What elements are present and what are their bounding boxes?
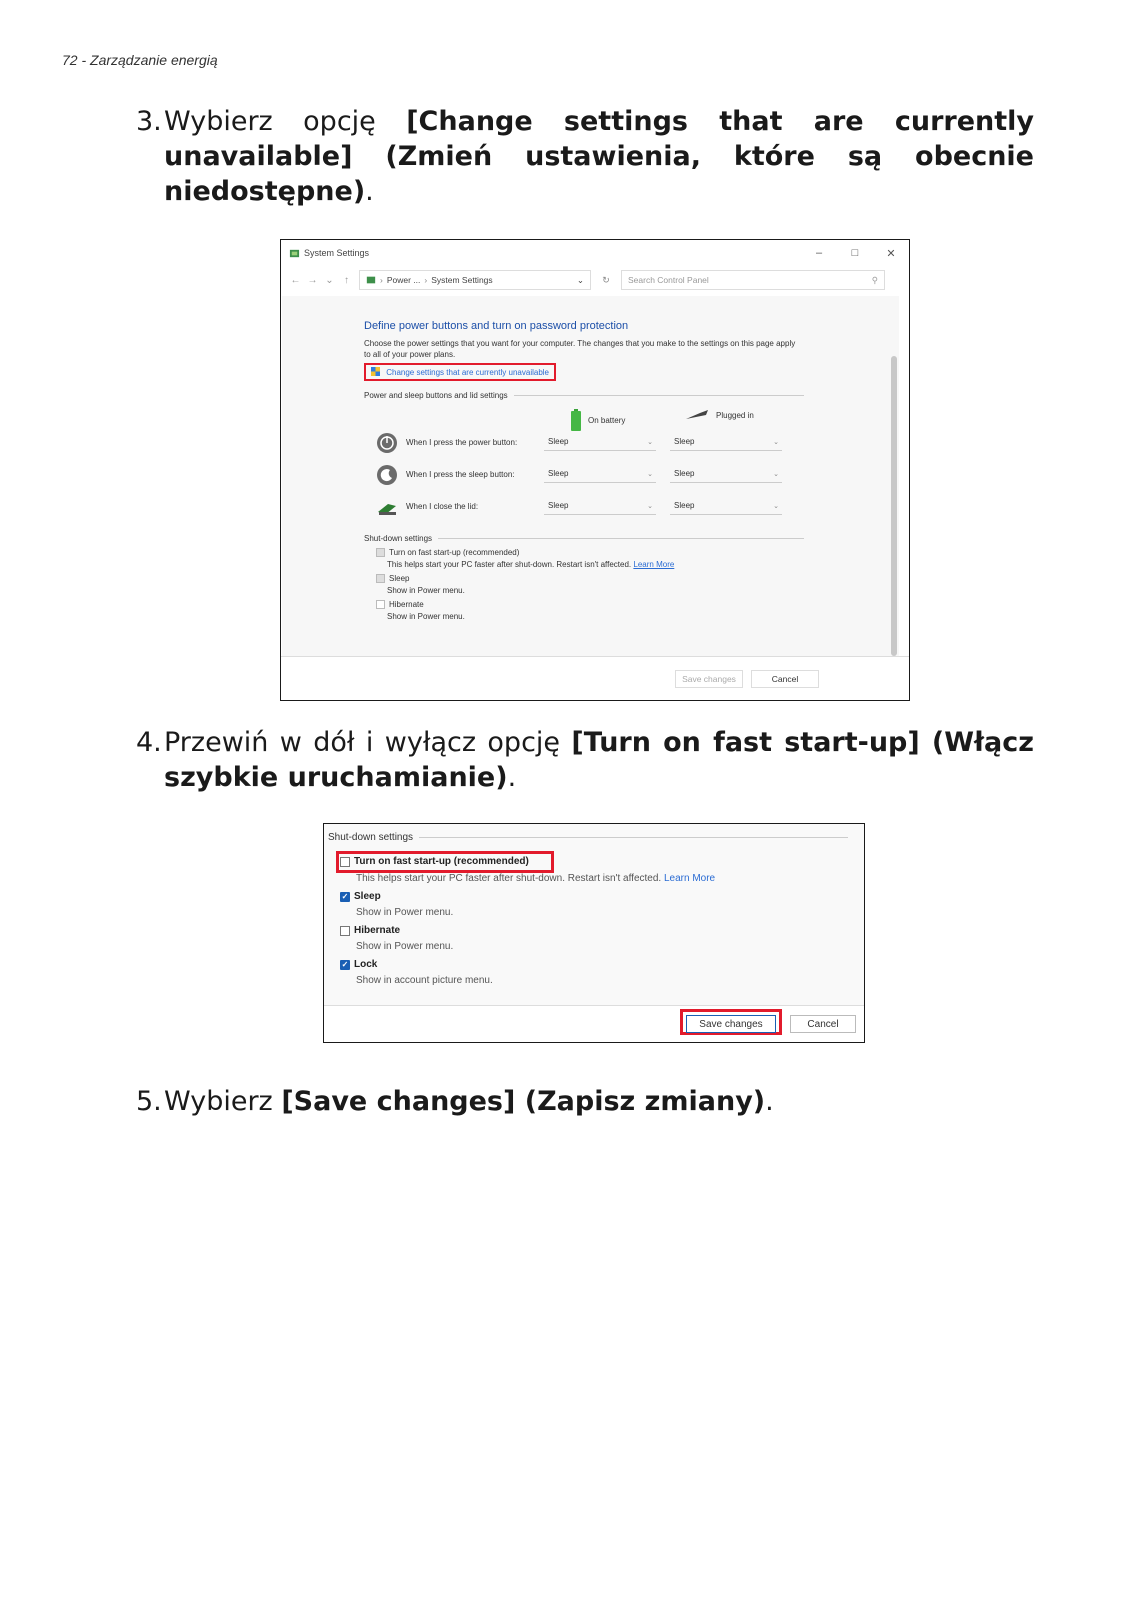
- option-description: Show in Power menu.: [387, 612, 465, 621]
- option-label: Turn on fast start-up (recommended): [354, 856, 529, 867]
- option-description-text: This helps start your PC faster after shut-down. Restart isn't affected.: [387, 560, 632, 569]
- step-text-end: .: [765, 1086, 774, 1117]
- minimize-icon[interactable]: –: [815, 247, 823, 259]
- cancel-button[interactable]: Cancel: [790, 1015, 856, 1033]
- step-text: [164, 1084, 1034, 1119]
- lid-row: [364, 492, 804, 524]
- sleep-option[interactable]: [376, 574, 804, 583]
- system-settings-window: [280, 239, 910, 701]
- breadcrumb-separator: ›: [380, 275, 383, 285]
- cancel-button[interactable]: Cancel: [751, 670, 819, 688]
- checkbox-checked[interactable]: ✓: [341, 960, 349, 969]
- select-value: Sleep: [548, 437, 569, 446]
- address-row: [281, 266, 909, 294]
- option-description: Show in Power menu.: [356, 907, 454, 918]
- chevron-down-icon: ⌄: [773, 470, 779, 478]
- window-footer: [324, 1005, 864, 1042]
- step-4: [136, 725, 1034, 795]
- step-text-end: .: [507, 762, 517, 793]
- hibernate-option[interactable]: [376, 600, 804, 609]
- learn-more-link[interactable]: Learn More: [663, 873, 716, 884]
- option-label: Turn on fast start-up (recommended): [389, 548, 520, 557]
- save-changes-button[interactable]: Save changes: [675, 670, 743, 688]
- group-title-shutdown: [364, 534, 804, 543]
- step-number: 3.: [136, 106, 162, 137]
- step-text-bold: [Change settings that are currently unavailable] (Zmień ustawienia, które są obecnie niedostępne): [164, 106, 1034, 207]
- close-icon[interactable]: ✕: [886, 247, 896, 260]
- forward-icon[interactable]: →: [307, 274, 318, 286]
- plugged-in-label: Plugged in: [716, 410, 754, 420]
- row-label: When I close the lid:: [406, 502, 479, 511]
- breadcrumb-power[interactable]: Power ...: [386, 275, 421, 285]
- shield-icon: [371, 367, 380, 376]
- step-number: 5.: [136, 1086, 162, 1117]
- option-label: Lock: [354, 959, 378, 970]
- maximize-icon[interactable]: □: [851, 247, 859, 259]
- breadcrumb-system-settings[interactable]: System Settings: [431, 275, 493, 285]
- scrollbar[interactable]: [891, 356, 897, 656]
- step-text: [164, 725, 1034, 795]
- row-label: When I press the sleep button:: [406, 470, 515, 479]
- step-text-bold: [Turn on fast start-up] (Włącz szybkie uruchamianie): [164, 727, 1034, 793]
- battery-select[interactable]: [544, 433, 656, 451]
- battery-select[interactable]: [544, 497, 656, 515]
- option-description: Show in Power menu.: [387, 586, 465, 595]
- step-text-plain: Wybierz: [164, 1086, 282, 1117]
- group-title-text: Shut-down settings: [364, 534, 433, 543]
- step-text-end: .: [365, 176, 374, 207]
- step-text-plain: Przewiń w dół i wyłącz opcję: [164, 727, 572, 758]
- option-description: Show in account picture menu.: [356, 975, 493, 986]
- checkbox-unchecked[interactable]: [340, 857, 350, 867]
- lock-option[interactable]: [340, 959, 377, 970]
- option-description-text: This helps start your PC faster after shut-down. Restart isn't affected.: [356, 873, 662, 884]
- plugged-select[interactable]: [670, 433, 782, 451]
- page-heading: Define power buttons and turn on password protection: [364, 320, 629, 332]
- chevron-down-icon: ⌄: [647, 470, 653, 478]
- highlight-box: [364, 363, 556, 381]
- address-bar[interactable]: [359, 270, 591, 290]
- fast-startup-option[interactable]: [340, 856, 529, 867]
- window-title: System Settings: [304, 248, 370, 258]
- learn-more-link[interactable]: Learn More: [633, 560, 675, 569]
- sleep-option[interactable]: [340, 891, 381, 902]
- shutdown-settings-screenshot: [323, 823, 865, 1043]
- step-number: 4.: [136, 727, 162, 758]
- step-text-bold: [Save changes] (Zapisz zmiany): [281, 1086, 766, 1117]
- select-value: Sleep: [674, 437, 695, 446]
- chevron-down-icon: ⌄: [647, 438, 653, 446]
- section-title-text: Shut-down settings: [328, 832, 414, 843]
- checkbox-checked[interactable]: ✓: [341, 892, 349, 901]
- plugged-in-header: [686, 409, 754, 421]
- title-bar: [281, 240, 909, 266]
- option-label: Sleep: [354, 891, 381, 902]
- chevron-down-icon: ⌄: [647, 502, 653, 510]
- refresh-icon[interactable]: ↻: [602, 274, 610, 285]
- option-description: Show in Power menu.: [356, 941, 454, 952]
- option-label: Hibernate: [354, 925, 401, 936]
- search-placeholder: Search Control Panel: [628, 275, 709, 285]
- checkbox-unchecked[interactable]: [340, 926, 350, 936]
- column-headers: [364, 400, 804, 428]
- page-description: Choose the power settings that you want for your computer. The changes that you make to the settings on this page apply to all of your power plans.: [364, 339, 796, 359]
- option-description: [387, 560, 804, 569]
- chevron-down-icon: ⌄: [773, 438, 779, 446]
- chevron-down-icon: ⌄: [773, 502, 779, 510]
- select-value: Sleep: [674, 469, 695, 478]
- group-title-buttons: [364, 391, 804, 400]
- laptop-lid-icon: [376, 496, 398, 518]
- fast-startup-option[interactable]: [376, 548, 804, 557]
- change-settings-link[interactable]: Change settings that are currently unavailable: [386, 368, 549, 377]
- sleep-button-row: [364, 460, 804, 492]
- power-button-row: [364, 428, 804, 460]
- chevron-down-icon[interactable]: ⌄: [576, 274, 584, 285]
- checkbox[interactable]: [376, 600, 385, 609]
- control-panel-icon: [289, 248, 300, 259]
- option-description: [356, 873, 715, 884]
- hibernate-option[interactable]: [340, 925, 400, 936]
- running-head: 72 - Zarządzanie energią: [62, 52, 218, 68]
- on-battery-label: On battery: [588, 415, 626, 425]
- step-text-plain: Wybierz opcję: [164, 106, 407, 137]
- search-input[interactable]: [621, 270, 885, 290]
- step-5: [136, 1084, 1034, 1119]
- step-text: [164, 104, 1034, 209]
- plugged-select[interactable]: [670, 465, 782, 483]
- up-icon[interactable]: ↑: [344, 274, 349, 286]
- checkbox[interactable]: [376, 548, 385, 557]
- window-content: [282, 296, 899, 657]
- control-panel-icon: [366, 275, 376, 285]
- search-icon: ⚲: [871, 274, 878, 285]
- plugged-select[interactable]: [670, 497, 782, 515]
- section-title: [328, 832, 848, 843]
- power-settings-panel: [364, 320, 804, 621]
- group-title-text: Power and sleep buttons and lid settings: [364, 391, 508, 400]
- power-button-icon: [376, 432, 398, 454]
- row-label: When I press the power button:: [406, 438, 518, 447]
- select-value: Sleep: [548, 469, 569, 478]
- recent-icon[interactable]: ⌄: [325, 274, 334, 286]
- checkbox[interactable]: [376, 574, 385, 583]
- save-changes-button[interactable]: Save changes: [686, 1015, 776, 1033]
- breadcrumb-separator: ›: [424, 275, 428, 285]
- window-footer: [281, 656, 909, 700]
- option-label: Sleep: [389, 574, 410, 583]
- plug-icon: [686, 409, 710, 421]
- sleep-button-icon: [376, 464, 398, 486]
- back-icon[interactable]: ←: [290, 274, 301, 286]
- select-value: Sleep: [548, 501, 569, 510]
- battery-select[interactable]: [544, 465, 656, 483]
- step-3: [136, 104, 1034, 209]
- option-label: Hibernate: [389, 600, 424, 609]
- select-value: Sleep: [674, 501, 695, 510]
